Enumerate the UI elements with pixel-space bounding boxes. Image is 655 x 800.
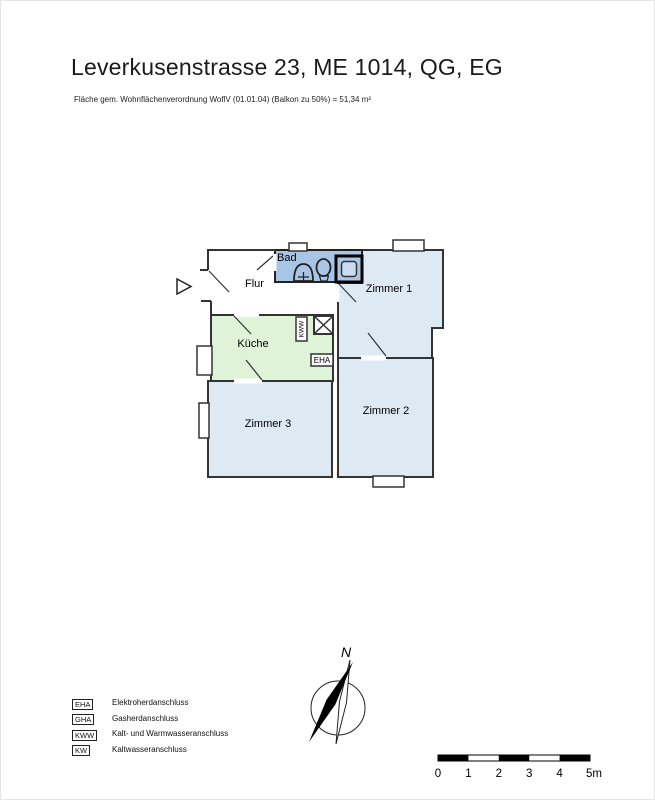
window-zimmer3 — [199, 403, 209, 438]
window-zimmer2 — [373, 476, 404, 487]
window-kueche — [197, 346, 212, 375]
walls-flur — [200, 250, 276, 315]
legend-abbr-kww: KWW — [72, 730, 97, 741]
legend-item-kww — [72, 728, 228, 739]
room-zimmer2 — [338, 358, 433, 477]
scale-tick-5: 5m — [586, 768, 602, 780]
legend — [72, 697, 228, 759]
legend-item-kw — [72, 744, 228, 755]
floorplan-drawing — [170, 225, 465, 495]
legend-abbr-eha: EHA — [72, 699, 93, 710]
window-bad — [289, 243, 307, 251]
legend-name-kw: Kaltwasseranschluss — [112, 744, 187, 754]
legend-name-gha: Gasherdanschluss — [112, 713, 179, 723]
scale-seg-3 — [499, 755, 529, 761]
scale-tick-1: 1 — [465, 768, 472, 780]
scale-tick-0: 0 — [434, 768, 442, 780]
label-zimmer3: Zimmer 3 — [244, 418, 292, 430]
north-label: N — [340, 644, 352, 660]
label-flur: Flur — [245, 278, 264, 290]
label-kueche: Küche — [237, 338, 269, 350]
legend-abbr-kw: KW — [72, 745, 90, 756]
entrance-arrow-icon — [177, 279, 191, 294]
scale-seg-5 — [560, 755, 590, 761]
scale-tick-4: 4 — [556, 768, 563, 780]
scale-bar — [425, 744, 610, 786]
window-zimmer1 — [393, 240, 424, 251]
compass-rose — [295, 630, 385, 755]
scale-seg-1 — [438, 755, 468, 761]
legend-name-eha: Elektroherdanschluss — [112, 698, 189, 707]
legend-name-kww: Kalt- und Warmwasseranschluss — [112, 729, 229, 738]
legend-abbr-gha: GHA — [72, 714, 94, 725]
shower-icon — [336, 256, 362, 282]
shaft-x-icon — [314, 316, 333, 334]
kww-connection — [296, 317, 307, 341]
label-zimmer2: Zimmer 2 — [362, 405, 410, 417]
kww-label: KWW — [298, 320, 306, 338]
area-note: Fläche gem. Wohnflächenverordnung WoflV (01.01.04) (Balkon zu 50%) = 51,34 m² — [74, 95, 371, 104]
scale-tick-3: 3 — [525, 768, 533, 780]
label-bad: Bad — [277, 252, 297, 264]
eha-connection — [311, 354, 333, 366]
label-zimmer1: Zimmer 1 — [365, 283, 413, 295]
legend-item-eha — [72, 697, 228, 708]
scale-tick-2: 2 — [495, 768, 503, 780]
eha-label: EHA — [313, 356, 331, 365]
page-title: Leverkusenstrasse 23, ME 1014, QG, EG — [71, 54, 503, 80]
legend-item-gha — [72, 713, 228, 724]
